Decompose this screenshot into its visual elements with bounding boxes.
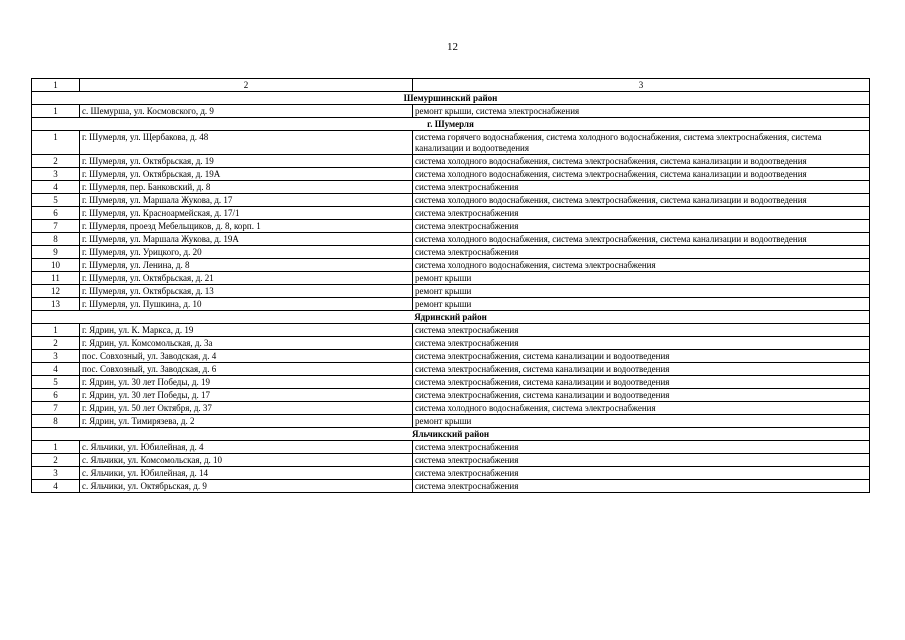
row-number: 4 <box>32 363 80 376</box>
row-number: 4 <box>32 181 80 194</box>
row-number: 2 <box>32 155 80 168</box>
row-number: 9 <box>32 246 80 259</box>
row-works: система горячего водоснабжения, система холодного водоснабжения, система электроснабжения, система канализации и водоотведения <box>413 131 870 155</box>
header-cell-works: 3 <box>413 79 870 92</box>
table-row <box>32 454 870 467</box>
row-address: г. Шумерля, ул. Щербакова, д. 48 <box>80 131 413 155</box>
row-works: система холодного водоснабжения, система электроснабжения, система канализации и водоотведения <box>413 194 870 207</box>
section-title: Яльчикский район <box>32 428 870 441</box>
row-number: 3 <box>32 168 80 181</box>
row-number: 8 <box>32 415 80 428</box>
table-row <box>32 441 870 454</box>
row-address: г. Шумерля, ул. Пушкина, д. 10 <box>80 298 413 311</box>
section-row <box>32 311 870 324</box>
row-address: г. Ядрин, ул. 30 лет Победы, д. 19 <box>80 376 413 389</box>
table-row <box>32 350 870 363</box>
section-title: Ядринский район <box>32 311 870 324</box>
table-row <box>32 389 870 402</box>
table-row <box>32 233 870 246</box>
row-number: 2 <box>32 337 80 350</box>
table-row <box>32 194 870 207</box>
section-title: Шемуршинский район <box>32 92 870 105</box>
row-number: 7 <box>32 402 80 415</box>
row-works: система электроснабжения <box>413 480 870 493</box>
row-works: система холодного водоснабжения, система электроснабжения, система канализации и водоотведения <box>413 155 870 168</box>
row-address: с. Яльчики, ул. Юбилейная, д. 4 <box>80 441 413 454</box>
row-address: г. Ядрин, ул. Комсомольская, д. 3а <box>80 337 413 350</box>
row-address: г. Ядрин, ул. К. Маркса, д. 19 <box>80 324 413 337</box>
page-number: 12 <box>447 41 458 53</box>
row-address: г. Ядрин, ул. Тимирязева, д. 2 <box>80 415 413 428</box>
row-works: система электроснабжения, система канализации и водоотведения <box>413 389 870 402</box>
header-cell-number: 1 <box>32 79 80 92</box>
table-row <box>32 415 870 428</box>
row-number: 4 <box>32 480 80 493</box>
table-row <box>32 181 870 194</box>
table-row <box>32 480 870 493</box>
row-address: г. Шумерля, ул. Красноармейская, д. 17/1 <box>80 207 413 220</box>
row-works: система электроснабжения <box>413 441 870 454</box>
table-row <box>32 376 870 389</box>
row-number: 11 <box>32 272 80 285</box>
row-works: ремонт крыши <box>413 272 870 285</box>
row-address: г. Шумерля, ул. Ленина, д. 8 <box>80 259 413 272</box>
row-address: г. Ядрин, ул. 30 лет Победы, д. 17 <box>80 389 413 402</box>
row-number: 1 <box>32 441 80 454</box>
row-number: 7 <box>32 220 80 233</box>
row-number: 12 <box>32 285 80 298</box>
row-works: система электроснабжения <box>413 220 870 233</box>
row-works: система холодного водоснабжения, система электроснабжения, система канализации и водоотведения <box>413 168 870 181</box>
row-address: г. Шумерля, ул. Октябрьская, д. 19 <box>80 155 413 168</box>
table-row <box>32 285 870 298</box>
row-address: пос. Совхозный, ул. Заводская, д. 4 <box>80 350 413 363</box>
row-works: система электроснабжения <box>413 246 870 259</box>
row-number: 1 <box>32 105 80 118</box>
row-number: 6 <box>32 207 80 220</box>
row-address: г. Ядрин, ул. 50 лет Октября, д. 37 <box>80 402 413 415</box>
table-row <box>32 207 870 220</box>
row-address: с. Яльчики, ул. Октябрьская, д. 9 <box>80 480 413 493</box>
table-row <box>32 220 870 233</box>
row-works: ремонт крыши, система электроснабжения <box>413 105 870 118</box>
row-works: система холодного водоснабжения, система электроснабжения, система канализации и водоотведения <box>413 233 870 246</box>
table-row <box>32 298 870 311</box>
table-row <box>32 246 870 259</box>
row-address: пос. Совхозный, ул. Заводская, д. 6 <box>80 363 413 376</box>
row-address: г. Шумерля, ул. Урицкого, д. 20 <box>80 246 413 259</box>
row-works: система электроснабжения <box>413 207 870 220</box>
row-works: ремонт крыши <box>413 298 870 311</box>
table-row <box>32 272 870 285</box>
row-address: с. Яльчики, ул. Юбилейная, д. 14 <box>80 467 413 480</box>
section-title: г. Шумерля <box>32 118 870 131</box>
row-works: система холодного водоснабжения, система электроснабжения <box>413 259 870 272</box>
row-number: 5 <box>32 376 80 389</box>
row-number: 1 <box>32 131 80 155</box>
row-address: г. Шумерля, проезд Мебельщиков, д. 8, корп. 1 <box>80 220 413 233</box>
table-row <box>32 155 870 168</box>
row-works: система электроснабжения <box>413 337 870 350</box>
table-row <box>32 337 870 350</box>
row-works: система электроснабжения, система канализации и водоотведения <box>413 350 870 363</box>
header-cell-address: 2 <box>80 79 413 92</box>
table-row <box>32 131 870 155</box>
row-works: система холодного водоснабжения, система электроснабжения <box>413 402 870 415</box>
section-row <box>32 118 870 131</box>
table-row <box>32 168 870 181</box>
section-row <box>32 428 870 441</box>
row-number: 1 <box>32 324 80 337</box>
row-works: система электроснабжения, система канализации и водоотведения <box>413 363 870 376</box>
row-works: ремонт крыши <box>413 285 870 298</box>
row-works: система электроснабжения, система канализации и водоотведения <box>413 376 870 389</box>
section-row <box>32 92 870 105</box>
row-address: г. Шумерля, ул. Октябрьская, д. 21 <box>80 272 413 285</box>
table-row <box>32 467 870 480</box>
table-row <box>32 105 870 118</box>
row-address: г. Шумерля, пер. Банковский, д. 8 <box>80 181 413 194</box>
table-row <box>32 402 870 415</box>
row-works: система электроснабжения <box>413 454 870 467</box>
row-number: 10 <box>32 259 80 272</box>
row-number: 8 <box>32 233 80 246</box>
row-number: 3 <box>32 467 80 480</box>
row-works: ремонт крыши <box>413 415 870 428</box>
row-number: 6 <box>32 389 80 402</box>
row-address: с. Яльчики, ул. Комсомольская, д. 10 <box>80 454 413 467</box>
row-address: г. Шумерля, ул. Маршала Жукова, д. 17 <box>80 194 413 207</box>
header-row <box>32 79 870 92</box>
table-row <box>32 363 870 376</box>
row-works: система электроснабжения <box>413 324 870 337</box>
row-number: 2 <box>32 454 80 467</box>
row-address: г. Шумерля, ул. Октябрьская, д. 13 <box>80 285 413 298</box>
row-works: система электроснабжения <box>413 181 870 194</box>
table-row <box>32 324 870 337</box>
row-address: г. Шумерля, ул. Октябрьская, д. 19А <box>80 168 413 181</box>
row-number: 3 <box>32 350 80 363</box>
row-address: г. Шумерля, ул. Маршала Жукова, д. 19А <box>80 233 413 246</box>
works-table <box>31 78 870 493</box>
works-table-body <box>32 79 870 493</box>
row-works: система электроснабжения <box>413 467 870 480</box>
row-number: 13 <box>32 298 80 311</box>
row-number: 5 <box>32 194 80 207</box>
row-address: с. Шемурша, ул. Космовского, д. 9 <box>80 105 413 118</box>
table-row <box>32 259 870 272</box>
